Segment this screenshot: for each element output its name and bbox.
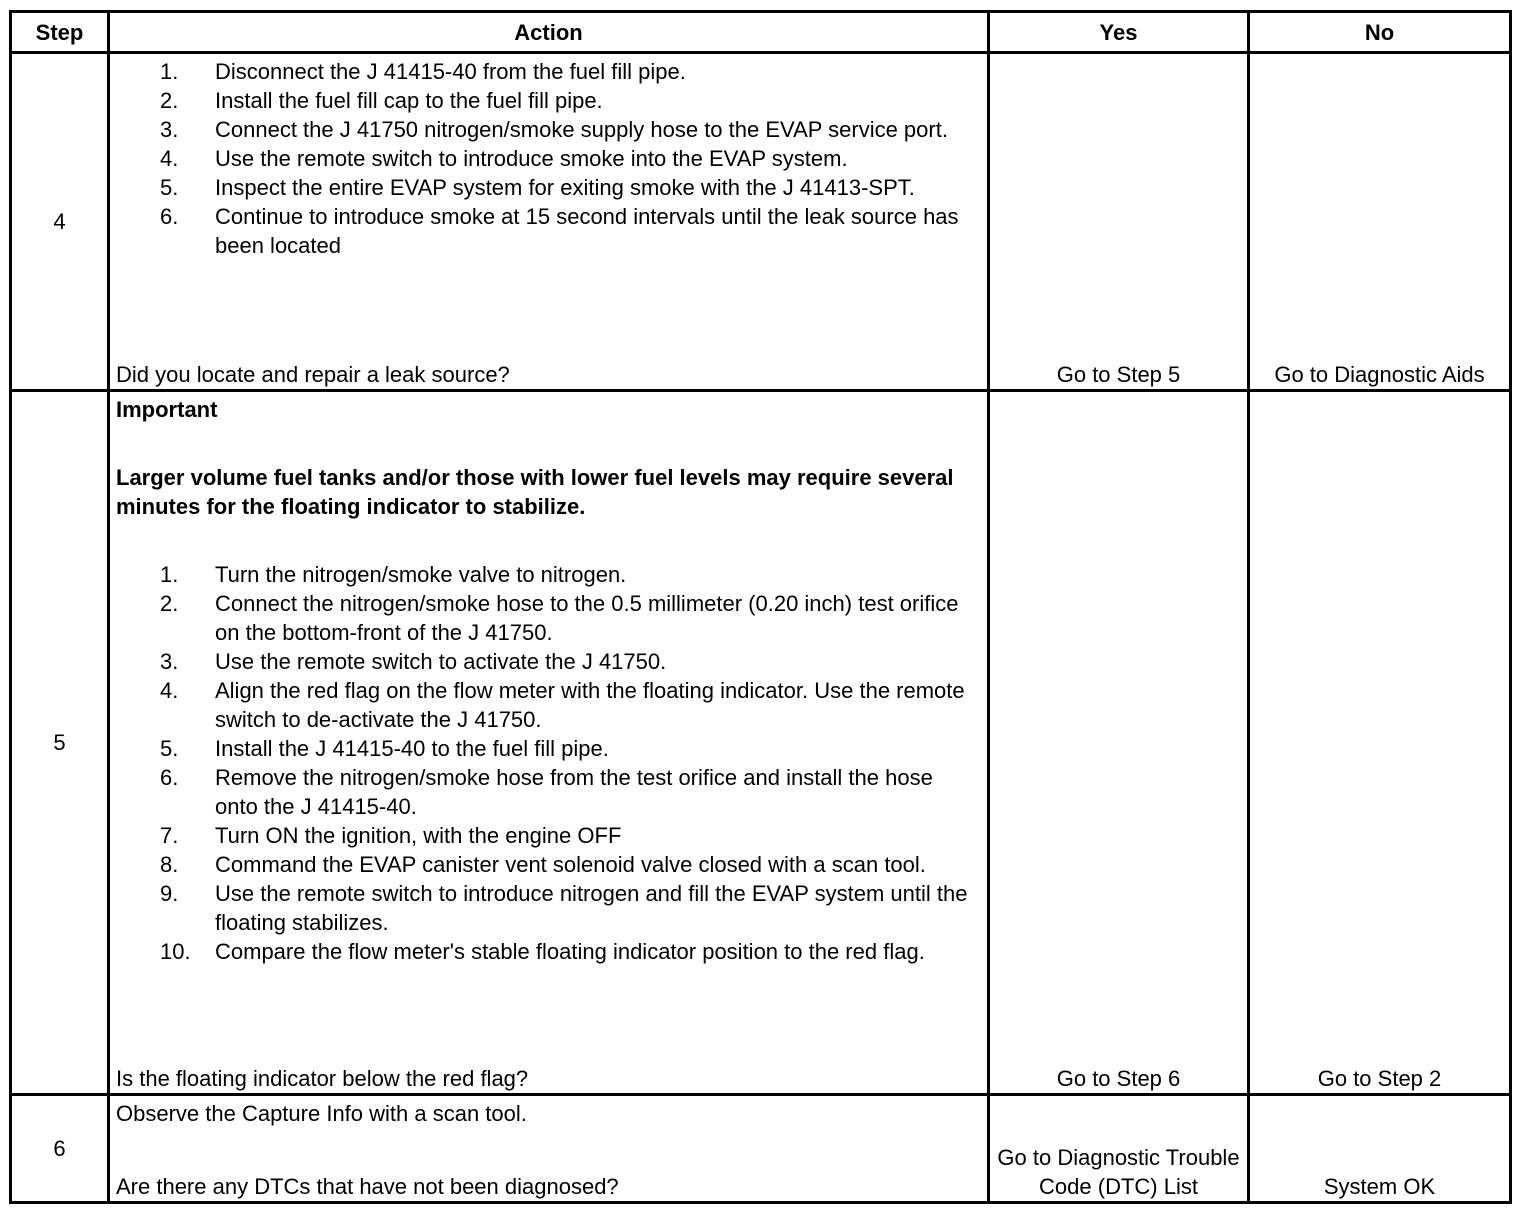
item-number: 5.: [160, 175, 179, 200]
table-row: [11, 1095, 1511, 1203]
item-number: 4.: [160, 146, 179, 171]
item-text: Inspect the entire EVAP system for exiting smoke with the J 41413-SPT.: [215, 175, 915, 200]
yes-outcome: [989, 53, 1249, 391]
list-item: [116, 879, 981, 937]
list-item: [116, 676, 981, 734]
no-outcome-text: System OK: [1323, 1174, 1436, 1199]
list-item: [116, 86, 981, 115]
item-number: 3.: [160, 117, 179, 142]
table-row: [11, 53, 1511, 391]
list-item: [116, 763, 981, 821]
yes-outcome-text: Go to Diagnostic Trouble Code (DTC) List: [997, 1145, 1240, 1199]
action-content: [116, 395, 981, 966]
item-text: Align the red flag on the flow meter with the floating indicator. Use the remote switch to de-activate the J 41750.: [215, 678, 965, 732]
list-item: [116, 57, 981, 86]
header-yes: Yes: [989, 12, 1249, 53]
no-outcome: [1249, 391, 1511, 1095]
procedure-list: [116, 560, 981, 966]
no-outcome: [1249, 53, 1511, 391]
item-text: Disconnect the J 41415-40 from the fuel fill pipe.: [215, 59, 686, 84]
list-item: [116, 734, 981, 763]
item-text: Connect the nitrogen/smoke hose to the 0.5 millimeter (0.20 inch) test orifice on the bottom-front of the J 41750.: [215, 591, 959, 645]
procedure-list: [116, 57, 981, 260]
item-text: Install the fuel fill cap to the fuel fill pipe.: [215, 88, 603, 113]
step-number: 5: [11, 391, 109, 1095]
table-row: [11, 391, 1511, 1095]
list-item: [116, 850, 981, 879]
item-text: Use the remote switch to introduce smoke into the EVAP system.: [215, 146, 848, 171]
item-text: Install the J 41415-40 to the fuel fill pipe.: [215, 736, 609, 761]
item-text: Command the EVAP canister vent solenoid valve closed with a scan tool.: [215, 852, 926, 877]
item-text: Compare the flow meter's stable floating indicator position to the red flag.: [215, 939, 925, 964]
list-item: [116, 115, 981, 144]
item-number: 6.: [160, 765, 179, 790]
diagnostic-table: [9, 10, 1512, 1204]
item-text: Use the remote switch to introduce nitrogen and fill the EVAP system until the floating stabilizes.: [215, 881, 968, 935]
header-no: No: [1249, 12, 1511, 53]
yes-outcome: [989, 391, 1249, 1095]
item-number: 4.: [160, 678, 179, 703]
step-number: 4: [11, 53, 109, 391]
question-text: Are there any DTCs that have not been diagnosed?: [116, 1174, 619, 1199]
no-outcome-text: Go to Diagnostic Aids: [1274, 362, 1485, 387]
important-note: Larger volume fuel tanks and/or those with lower fuel levels may require several minutes for the floating indicator to stabilize.: [116, 465, 954, 519]
item-text: Turn the nitrogen/smoke valve to nitrogen.: [215, 562, 627, 587]
item-number: 10.: [160, 939, 191, 964]
item-number: 5.: [160, 736, 179, 761]
list-item: [116, 144, 981, 173]
no-outcome: [1249, 1095, 1511, 1203]
item-number: 2.: [160, 591, 179, 616]
question-text: Did you locate and repair a leak source?: [116, 362, 510, 387]
item-number: 1.: [160, 562, 179, 587]
list-item: [116, 589, 981, 647]
item-text: Connect the J 41750 nitrogen/smoke supply hose to the EVAP service port.: [215, 117, 948, 142]
item-text: Remove the nitrogen/smoke hose from the test orifice and install the hose onto the J 41415-40.: [215, 765, 933, 819]
item-number: 8.: [160, 852, 179, 877]
yes-outcome-text: Go to Step 5: [1056, 362, 1181, 387]
no-outcome-text: Go to Step 2: [1317, 1066, 1442, 1091]
list-item: [116, 560, 981, 589]
action-cell: [109, 391, 989, 1095]
list-item: [116, 821, 981, 850]
yes-outcome-text: Go to Step 6: [1056, 1066, 1181, 1091]
item-number: 7.: [160, 823, 179, 848]
item-number: 3.: [160, 649, 179, 674]
item-text: Continue to introduce smoke at 15 second intervals until the leak source has been located: [215, 204, 959, 258]
header-row: [11, 12, 1511, 53]
step-number: 6: [11, 1095, 109, 1203]
header-step: Step: [11, 12, 109, 53]
list-item: [116, 937, 981, 966]
question-text: Is the floating indicator below the red flag?: [116, 1066, 529, 1091]
list-item: [116, 647, 981, 676]
action-cell: [109, 1095, 989, 1203]
item-number: 6.: [160, 204, 179, 229]
item-number: 2.: [160, 88, 179, 113]
header-action: Action: [109, 12, 989, 53]
item-text: Use the remote switch to activate the J 41750.: [215, 649, 667, 674]
yes-outcome: [989, 1095, 1249, 1203]
list-item: [116, 173, 981, 202]
item-text: Turn ON the ignition, with the engine OFF: [215, 823, 622, 848]
item-number: 9.: [160, 881, 179, 906]
important-heading: Important: [116, 397, 218, 422]
action-cell: [109, 53, 989, 391]
item-number: 1.: [160, 59, 179, 84]
observe-text: Observe the Capture Info with a scan tool.: [116, 1101, 527, 1126]
list-item: [116, 202, 981, 260]
